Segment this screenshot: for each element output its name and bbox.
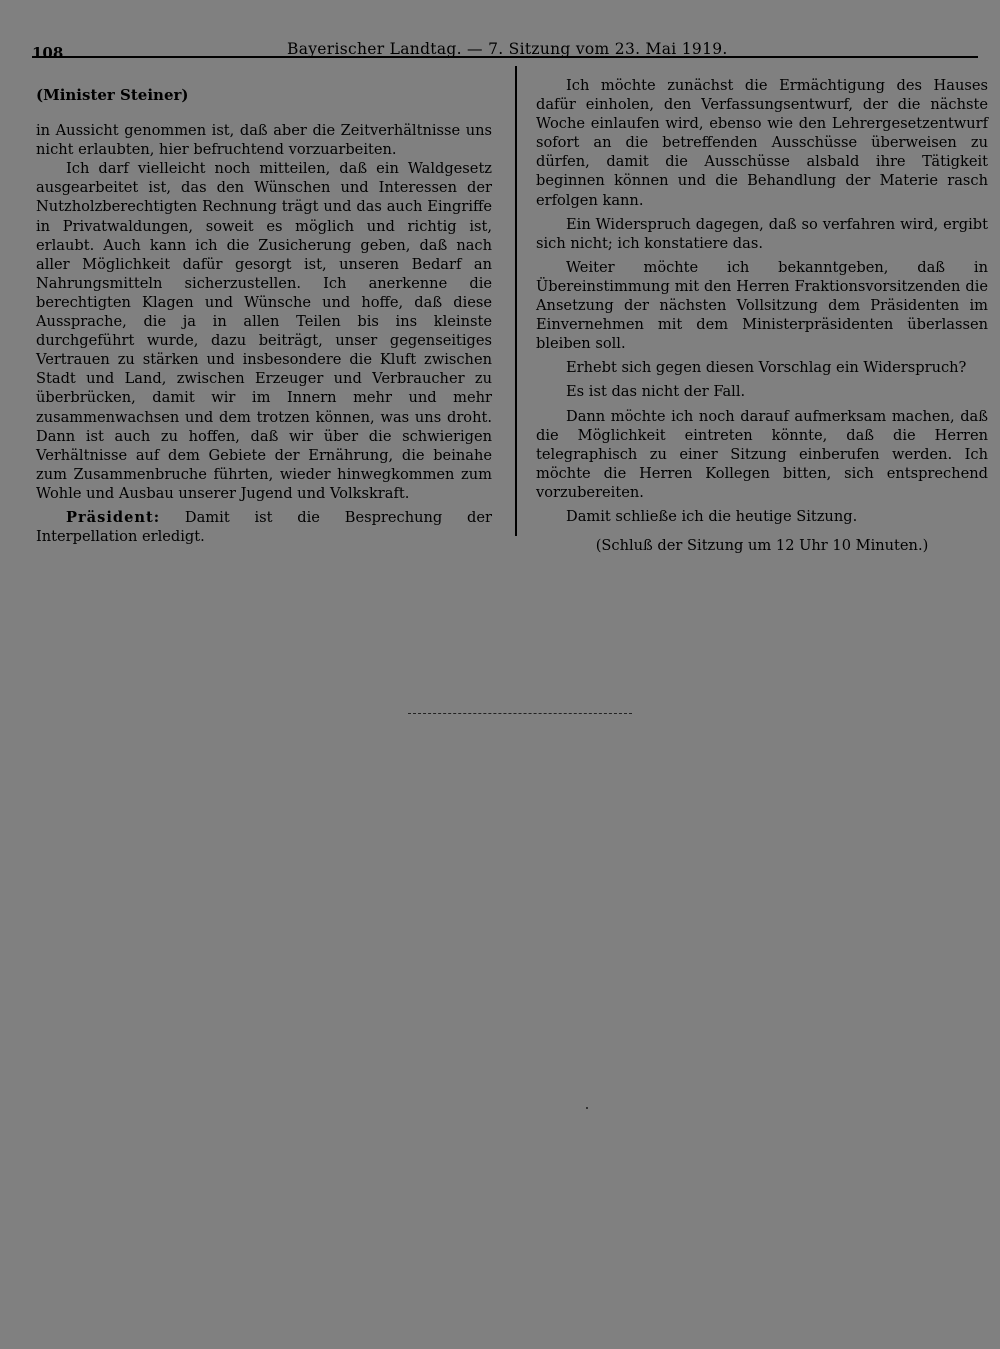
scan-speck bbox=[586, 1107, 588, 1109]
right-column bbox=[536, 76, 988, 555]
paragraph: Ich möchte zunächst die Ermächtigung des Hauses dafür einholen, den Verfassungsentwurf, der die nächste Woche einlaufen wird, ebenso wie den Lehrergesetzentwurf sofort an die betreffenden Ausschüsse überweisen zu dürfen, damit die Ausschüsse alsbald ihre Tätigkeit beginnen können und die Behandlung der Materie rasch erfolgen kann. bbox=[536, 77, 988, 209]
paragraph: Ich darf vielleicht noch mitteilen, daß ein Waldgesetz ausgearbeitet ist, das den Wünschen und Interessen der Nutzholzberechtigten Rechnung trägt und das auch Eingriffe in Privatwaldungen, soweit es möglich und richtig ist, erlaubt. Auch kann ich die Zusicherung geben, daß nach aller Möglichkeit dafür gesorgt ist, unseren Bedarf an Nahrungsmitteln sicherzustellen. Ich anerkenne die berechtigten Klagen und Wünsche und hoffe, daß diese Aussprache, die ja in allen Teilen bis ins kleinste durchgeführt wurde, dazu beiträgt, unser gegenseitiges Vertrauen zu stärken und insbesondere die Kluft zwischen Stadt und Land, zwischen Erzeuger und Verbraucher zu überbrücken, damit wir im Innern mehr und mehr zusammenwachsen und dem trotzen können, was uns droht. Dann ist auch zu hoffen, daß wir über die schwierigen Verhältnisse auf dem Gebiete der Ernährung, die beinahe zum Zusammenbruche führten, wieder hinwegkommen zum Wohle und Ausbau unserer Jugend und Volkskraft. bbox=[36, 160, 492, 502]
paragraph: Es ist das nicht der Fall. bbox=[566, 383, 746, 401]
page-number: 108 bbox=[32, 44, 64, 62]
paragraph: in Aussicht genommen ist, daß aber die Zeitverhältnisse uns nicht erlaubten, hier befruchtend vorzuarbeiten. bbox=[36, 122, 492, 159]
paragraph: Erhebt sich gegen diesen Vorschlag ein Widerspruch? bbox=[566, 359, 967, 377]
header-rule bbox=[32, 56, 978, 58]
president-paragraph bbox=[36, 508, 492, 546]
column-divider bbox=[515, 66, 517, 536]
president-speaker: Präsident: bbox=[66, 508, 161, 526]
paragraph: Ein Widerspruch dagegen, daß so verfahren wird, ergibt sich nicht; ich konstatiere das. bbox=[536, 215, 988, 252]
paragraph: Dann möchte ich noch darauf aufmerksam machen, daß die Möglichkeit eintreten könnte, daß die Herren telegraphisch zu einer Sitzung einberufen werden. Ich möchte die Herren Kollegen bitten, sich entsprechend vorzubereiten. bbox=[536, 407, 988, 501]
speaker-reference: (Minister Steiner) bbox=[36, 86, 189, 104]
session-closing-note: (Schluß der Sitzung um 12 Uhr 10 Minuten.) bbox=[595, 537, 929, 555]
paragraph: Damit schließe ich die heutige Sitzung. bbox=[566, 507, 858, 525]
left-column bbox=[36, 86, 492, 546]
end-rule bbox=[408, 713, 632, 714]
running-head: Bayerischer Landtag. — 7. Sitzung vom 23. Mai 1919. bbox=[287, 40, 728, 58]
president-text: Damit ist die Besprechung der Interpellation erledigt. bbox=[36, 508, 492, 546]
paragraph: Weiter möchte ich bekanntgeben, daß in Übereinstimmung mit den Herren Fraktionsvorsitzenden die Ansetzung der nächsten Vollsitzung dem Präsidenten im Einvernehmen mit dem Ministerpräsidenten überlassen bleiben soll. bbox=[536, 258, 988, 353]
